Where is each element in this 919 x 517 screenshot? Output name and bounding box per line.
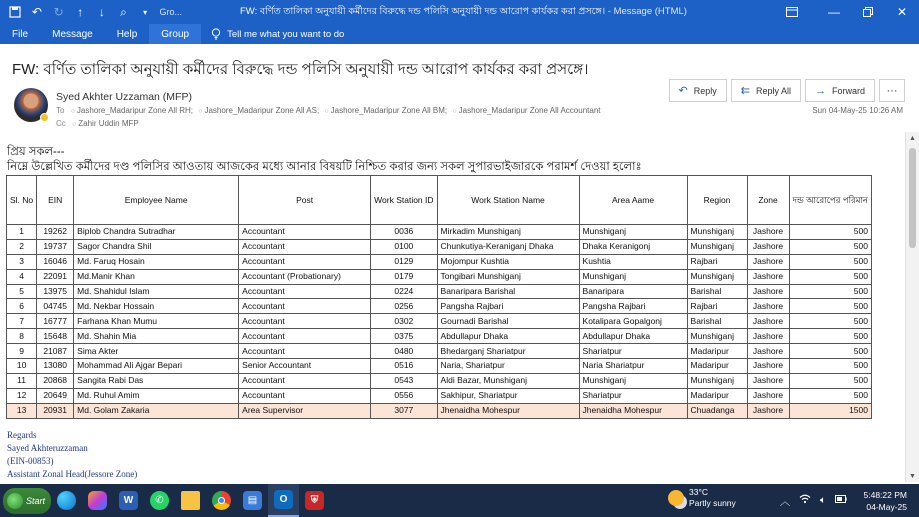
- scroll-thumb[interactable]: [909, 148, 916, 248]
- table-cell: 500: [789, 239, 871, 254]
- table-row: [7, 314, 872, 329]
- table-cell: 9: [7, 344, 37, 359]
- tab-group[interactable]: Group: [149, 24, 201, 44]
- table-cell: Jashore: [747, 329, 789, 344]
- table-row: [7, 284, 872, 299]
- reply-button[interactable]: [669, 79, 727, 102]
- table-cell: Munshiganj: [687, 225, 747, 240]
- lightbulb-icon: [211, 28, 221, 40]
- more-actions-button[interactable]: ···: [879, 79, 905, 102]
- table-cell: 10: [7, 359, 37, 374]
- table-cell: 0543: [371, 373, 437, 388]
- table-cell: Banaripara Barishal: [437, 284, 579, 299]
- table-cell: Jashore: [747, 225, 789, 240]
- tab-file[interactable]: File: [12, 28, 29, 40]
- table-cell: Naria, Shariatpur: [437, 359, 579, 374]
- cc-recipients: [56, 119, 139, 128]
- signature-title: Assistant Zonal Head(Jessore Zone): [7, 469, 138, 479]
- table-cell: 500: [789, 299, 871, 314]
- table-cell: 13: [7, 403, 37, 418]
- table-cell: 0556: [371, 388, 437, 403]
- table-cell: Barishal: [687, 284, 747, 299]
- table-cell: 4: [7, 269, 37, 284]
- signature-ein: (EIN-00853): [7, 456, 54, 466]
- table-cell: Chuadanga: [687, 403, 747, 418]
- quick-access-group-label[interactable]: Gro...: [159, 7, 182, 17]
- forward-icon: →: [814, 84, 826, 97]
- table-cell: Madaripur: [687, 359, 747, 374]
- table-header-cell: EIN: [37, 176, 74, 225]
- table-cell: Jashore: [747, 344, 789, 359]
- table-cell: Gournadi Barishal: [437, 314, 579, 329]
- down-arrow-icon[interactable]: ↓: [98, 5, 105, 19]
- table-body: [7, 225, 872, 419]
- table-cell: Mohammad Ali Ajgar Bepari: [74, 359, 239, 374]
- table-cell: Munshiganj: [687, 269, 747, 284]
- table-cell: Sakhipur, Shariatpur: [437, 388, 579, 403]
- table-cell: Kushtia: [579, 254, 687, 269]
- table-cell: Bhedarganj Shariatpur: [437, 344, 579, 359]
- battery-icon[interactable]: [835, 495, 847, 506]
- table-cell: Jhenaidha Mohespur: [579, 403, 687, 418]
- undo-icon[interactable]: ↶: [31, 5, 42, 19]
- table-cell: Madaripur: [687, 388, 747, 403]
- table-cell: 13080: [37, 359, 74, 374]
- shield-app-icon[interactable]: ⛨: [299, 484, 330, 517]
- table-cell: Accountant: [239, 225, 371, 240]
- show-hidden-icons-icon[interactable]: ︿: [780, 497, 790, 508]
- table-cell: Accountant: [239, 254, 371, 269]
- window-title-text: FW: বর্ণিত তালিকা অনুযায়ী কর্মীদের বিরুদ্ধে দন্ড পলিসি অনুযায়ী দন্ড আরোপ কার্যকর করা প্রসঙ্গে।: [240, 6, 606, 17]
- table-cell: 19262: [37, 225, 74, 240]
- files-icon[interactable]: ▤: [237, 484, 268, 517]
- table-cell: Jashore: [747, 403, 789, 418]
- file-explorer-icon[interactable]: [175, 484, 206, 517]
- reply-all-icon: ⇇: [740, 85, 750, 97]
- table-cell: 500: [789, 269, 871, 284]
- recipient-rh[interactable]: ○ Jashore_Madaripur Zone All RH;: [71, 106, 193, 115]
- table-cell: 0302: [371, 314, 437, 329]
- clock-date: 04-May-25: [866, 502, 907, 512]
- table-cell: Mirkadim Munshiganj: [437, 225, 579, 240]
- whatsapp-icon[interactable]: ✆: [144, 484, 175, 517]
- table-cell: Kotalipara Gopalgonj: [579, 314, 687, 329]
- table-cell: Chunkutiya-Keraniganj Dhaka: [437, 239, 579, 254]
- table-header-cell: Area Aame: [579, 176, 687, 225]
- table-cell: 20931: [37, 403, 74, 418]
- table-cell: Md. Shahidul Islam: [74, 284, 239, 299]
- table-header-cell: Employee Name: [74, 176, 239, 225]
- table-cell: 20868: [37, 373, 74, 388]
- table-cell: Accountant: [239, 239, 371, 254]
- table-cell: Munshiganj: [687, 329, 747, 344]
- table-cell: Pangsha Rajbari: [579, 299, 687, 314]
- table-cell: Md. Faruq Hosain: [74, 254, 239, 269]
- table-cell: Munshiganj: [579, 373, 687, 388]
- start-label: Start: [26, 495, 46, 506]
- table-cell: Munshiganj: [687, 373, 747, 388]
- recipient-bm[interactable]: ○ Jashore_Madaripur Zone All BM;: [324, 106, 447, 115]
- scroll-up-icon[interactable]: ▲: [909, 134, 916, 142]
- table-cell: Rajbari: [687, 299, 747, 314]
- table-cell: Accountant: [239, 314, 371, 329]
- table-cell: 3: [7, 254, 37, 269]
- table-cell: Madaripur: [687, 344, 747, 359]
- table-cell: 0036: [371, 225, 437, 240]
- table-cell: 500: [789, 314, 871, 329]
- body-intro: নিম্নে উল্লেখিত কর্মীদের দণ্ড পলিসির আওতায় আজকের মধ্যে আনার বিষয়টি নিশ্চিত করার জন্য সকল সুপারভাইজারকে পরামর্শ দেওয়া হলোঃ: [7, 161, 642, 173]
- table-cell: Md. Golam Zakaria: [74, 403, 239, 418]
- table-cell: Sima Akter: [74, 344, 239, 359]
- table-cell: Jhenaidha Mohespur: [437, 403, 579, 418]
- table-cell: Shariatpur: [579, 388, 687, 403]
- table-cell: 0375: [371, 329, 437, 344]
- table-cell: 1500: [789, 403, 871, 418]
- edge-icon[interactable]: [51, 484, 82, 517]
- table-header-cell: দন্ড আরোপের পরিমান: [789, 176, 871, 225]
- table-cell: Jashore: [747, 254, 789, 269]
- table-cell: Dhaka Keranigonj: [579, 239, 687, 254]
- table-cell: Sagor Chandra Shil: [74, 239, 239, 254]
- outlook-icon[interactable]: O: [268, 484, 299, 517]
- copilot-icon[interactable]: [82, 484, 113, 517]
- table-cell: 3077: [371, 403, 437, 418]
- wifi-icon[interactable]: [799, 494, 811, 507]
- table-header-cell: Work Station ID: [371, 176, 437, 225]
- table-cell: Jashore: [747, 299, 789, 314]
- table-cell: Banaripara: [579, 284, 687, 299]
- table-cell: Jashore: [747, 359, 789, 374]
- recipient-accountant[interactable]: ○ Jashore_Madaripur Zone All Accountant: [452, 106, 600, 115]
- clock-time: 5:48:22 PM: [863, 490, 907, 500]
- clock[interactable]: [864, 489, 907, 513]
- table-row: [7, 388, 872, 403]
- table-cell: Accountant (Probationary): [239, 269, 371, 284]
- body-scrollbar[interactable]: [905, 132, 919, 482]
- table-cell: Accountant: [239, 299, 371, 314]
- signature-name: Sayed Akhteruzzaman: [7, 443, 88, 453]
- recipient-cc-zahir[interactable]: ○ Zahir Uddin MFP: [72, 119, 139, 128]
- table-cell: 0224: [371, 284, 437, 299]
- quick-access-toolbar: [0, 3, 182, 21]
- tell-me-search[interactable]: [201, 28, 344, 40]
- table-row: [7, 239, 872, 254]
- table-cell: 5: [7, 284, 37, 299]
- search-page-icon[interactable]: ⌕: [120, 4, 127, 19]
- table-row: [7, 329, 872, 344]
- table-cell: 7: [7, 314, 37, 329]
- table-cell: 19737: [37, 239, 74, 254]
- forward-label: Forward: [831, 85, 865, 96]
- table-row: [7, 299, 872, 314]
- table-cell: 500: [789, 373, 871, 388]
- table-cell: Accountant: [239, 344, 371, 359]
- table-cell: 0480: [371, 344, 437, 359]
- table-cell: Jashore: [747, 373, 789, 388]
- table-row: [7, 344, 872, 359]
- table-cell: 8: [7, 329, 37, 344]
- scroll-down-icon[interactable]: ▼: [909, 472, 916, 480]
- presence-status-icon: [40, 113, 49, 122]
- cc-label: Cc: [56, 119, 66, 128]
- table-cell: 500: [789, 225, 871, 240]
- table-cell: Accountant: [239, 284, 371, 299]
- title-bar: [0, 0, 919, 24]
- table-row: [7, 269, 872, 284]
- table-cell: Md. Nekbar Hossain: [74, 299, 239, 314]
- weather-widget[interactable]: [668, 487, 736, 509]
- volume-icon[interactable]: 🔈︎: [820, 495, 826, 506]
- table-header-cell: Sl. No: [7, 176, 37, 225]
- table-cell: Jashore: [747, 239, 789, 254]
- table-header-cell: Region: [687, 176, 747, 225]
- table-cell: Accountant: [239, 329, 371, 344]
- table-cell: 13975: [37, 284, 74, 299]
- message-date: Sun 04-May-25 10:26 AM: [812, 106, 903, 115]
- table-cell: Sangita Rabi Das: [74, 373, 239, 388]
- table-cell: Shariatpur: [579, 344, 687, 359]
- table-header-cell: Work Station Name: [437, 176, 579, 225]
- start-button[interactable]: [3, 488, 51, 514]
- to-label: To: [56, 106, 65, 115]
- table-cell: Senior Accountant: [239, 359, 371, 374]
- table-cell: Jashore: [747, 314, 789, 329]
- ribbon-display-options-icon[interactable]: [767, 0, 817, 24]
- table-cell: 500: [789, 284, 871, 299]
- start-orb-icon: [7, 493, 23, 509]
- table-cell: Abdullapur Dhaka: [437, 329, 579, 344]
- table-cell: Munshiganj: [687, 239, 747, 254]
- table-cell: 2: [7, 239, 37, 254]
- table-cell: 500: [789, 388, 871, 403]
- table-header-cell: Zone: [747, 176, 789, 225]
- table-cell: 0256: [371, 299, 437, 314]
- table-cell: 1: [7, 225, 37, 240]
- table-cell: 20649: [37, 388, 74, 403]
- word-icon[interactable]: W: [113, 484, 144, 517]
- table-cell: Md. Shahin Mia: [74, 329, 239, 344]
- table-row: [7, 373, 872, 388]
- system-tray: [780, 484, 847, 517]
- table-cell: Md.Manir Khan: [74, 269, 239, 284]
- save-icon[interactable]: [6, 3, 25, 21]
- table-cell: Abdullapur Dhaka: [579, 329, 687, 344]
- table-cell: Jashore: [747, 388, 789, 403]
- restore-icon[interactable]: [851, 0, 885, 24]
- message-actions: [669, 79, 905, 102]
- table-cell: Naria Shariatpur: [579, 359, 687, 374]
- table-cell: Accountant: [239, 388, 371, 403]
- sender-name[interactable]: Syed Akhter Uzzaman (MFP): [56, 91, 192, 103]
- table-cell: Jashore: [747, 284, 789, 299]
- reply-all-label: Reply All: [755, 85, 791, 96]
- table-cell: Barishal: [687, 314, 747, 329]
- weather-temp: 33°C: [689, 487, 708, 497]
- table-cell: Farhana Khan Mumu: [74, 314, 239, 329]
- penalty-table: [6, 175, 872, 419]
- table-cell: 15648: [37, 329, 74, 344]
- table-cell: Pangsha Rajbari: [437, 299, 579, 314]
- reply-icon: ↶: [678, 85, 688, 97]
- window-title: [240, 5, 687, 20]
- table-cell: Md. Ruhul Amim: [74, 388, 239, 403]
- table-cell: 6: [7, 299, 37, 314]
- table-row: [7, 225, 872, 240]
- up-arrow-icon[interactable]: ↑: [77, 5, 84, 19]
- window-title-suffix: - Message (HTML): [607, 6, 687, 17]
- table-cell: 0179: [371, 269, 437, 284]
- chrome-icon[interactable]: [206, 484, 237, 517]
- table-row: [7, 359, 872, 374]
- tab-message[interactable]: Message: [52, 28, 93, 40]
- table-cell: Tongibari Munshiganj: [437, 269, 579, 284]
- weather-desc: Partly sunny: [689, 498, 736, 508]
- partly-sunny-icon: [668, 490, 684, 506]
- message-body: [0, 132, 905, 482]
- recipient-as[interactable]: ○ Jashore_Madaripur Zone All AS;: [198, 106, 319, 115]
- table-cell: 500: [789, 254, 871, 269]
- table-header-row: [7, 176, 872, 225]
- table-cell: Biplob Chandra Sutradhar: [74, 225, 239, 240]
- customize-toolbar-icon[interactable]: ▾: [143, 7, 148, 17]
- minimize-icon[interactable]: —: [828, 5, 840, 19]
- table-cell: 11: [7, 373, 37, 388]
- table-cell: 500: [789, 329, 871, 344]
- close-icon[interactable]: ✕: [896, 5, 908, 19]
- table-cell: 16046: [37, 254, 74, 269]
- table-cell: 0129: [371, 254, 437, 269]
- table-row: [7, 403, 872, 418]
- redo-icon[interactable]: ↻: [53, 5, 64, 19]
- table-cell: Accountant: [239, 373, 371, 388]
- table-cell: Area Supervisor: [239, 403, 371, 418]
- table-cell: 21087: [37, 344, 74, 359]
- table-cell: 12: [7, 388, 37, 403]
- table-cell: 0100: [371, 239, 437, 254]
- tab-help[interactable]: Help: [116, 28, 138, 40]
- table-cell: 0516: [371, 359, 437, 374]
- table-row: [7, 254, 872, 269]
- table-cell: Rajbari: [687, 254, 747, 269]
- ribbon-tabs: [0, 24, 919, 44]
- table-cell: Mojompur Kushtia: [437, 254, 579, 269]
- message-subject: FW: বর্ণিত তালিকা অনুযায়ী কর্মীদের বিরুদ্ধে দন্ড পলিসি অনুযায়ী দন্ড আরোপ কার্যকর করা প্রসঙ্গে।: [12, 61, 589, 78]
- table-cell: 22091: [37, 269, 74, 284]
- forward-button[interactable]: [805, 79, 875, 102]
- reply-all-button[interactable]: [731, 79, 801, 102]
- signature-regards: Regards: [7, 430, 37, 440]
- table-cell: 04745: [37, 299, 74, 314]
- table-cell: 500: [789, 344, 871, 359]
- table-header-cell: Post: [239, 176, 371, 225]
- tell-me-text: Tell me what you want to do: [227, 28, 345, 40]
- table-cell: Munshiganj: [579, 225, 687, 240]
- table-cell: 500: [789, 359, 871, 374]
- window-controls: [767, 0, 919, 24]
- to-recipients: [56, 106, 604, 115]
- table-cell: 16777: [37, 314, 74, 329]
- body-greeting: প্রিয় সকল---: [7, 146, 65, 158]
- taskbar: [0, 484, 919, 517]
- table-cell: Jashore: [747, 269, 789, 284]
- table-cell: Aldi Bazar, Munshiganj: [437, 373, 579, 388]
- reply-label: Reply: [693, 85, 717, 96]
- table-cell: Munshiganj: [579, 269, 687, 284]
